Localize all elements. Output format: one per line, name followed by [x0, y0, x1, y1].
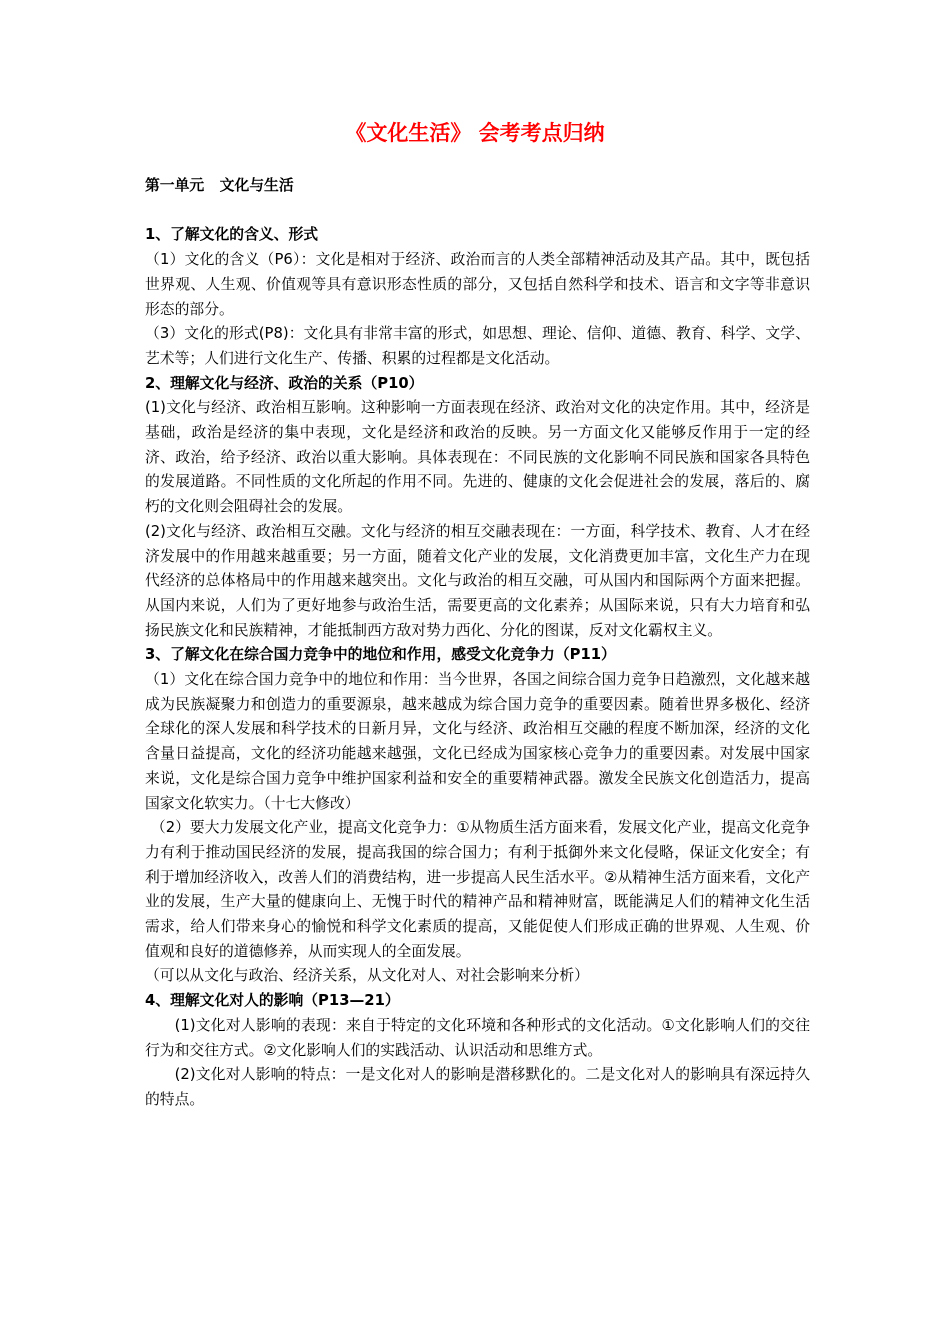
document-title: 《文化生活》 会考考点归纳 [345, 120, 605, 145]
paragraph-culture-industry: （2）要大力发展文化产业，提高文化竞争力：①从物质生活方面来看，发展文化产业，提高文化竞争力有利于推动国民经济的发展，提高我国的综合国力；有利于抵御外来文化侵略，保证文化安全；有利于增加经济收入，改善人们的消费结构，进一步提高人民生活水平。②从精神生活方面来看，文化产业的发展，生产大量的健康向上、无愧于时代的精神产品和精神财富，既能满足人们的精神文化生活需求，给人们带来身心的愉悦和科学文化素质的提高，又能促使人们形成正确的世界观、人生观、价值观和良好的道德修养，从而实现人的全面发展。 [145, 819, 810, 960]
paragraph-mutual-influence: (1)文化与经济、政治相互影响。这种影响一方面表现在经济、政治对文化的决定作用。其中，经济是基础，政治是经济的集中表现，文化是经济和政治的反映。另一方面文化又能够反作用于一定的经济、政治，给予经济、政治以重大影响。具体表现在：不同民族的文化影响不同民族和国家各具特色的发展道路。不同性质的文化所起的作用不同。先进的、健康的文化会促进社会的发展，落后的、腐朽的文化则会阻碍社会的发展。 [145, 399, 810, 516]
paragraph-culture-meaning: （1）文化的含义（P6）：文化是相对于经济、政治而言的人类全部精神活动及其产品。其中，既包括世界观、人生观、价值观等具有意识形态性质的部分，又包括自然科学和技术、语言和文字等非意识形态的部分。 [145, 251, 810, 318]
paragraph-culture-forms: （3）文化的形式(P8)：文化具有非常丰富的形式，如思想、理论、信仰、道德、教育、科学、文学、艺术等；人们进行文化生产、传播、积累的过程都是文化活动。 [145, 325, 810, 367]
paragraph-analysis-note: （可以从文化与政治、经济关系，从文化对人、对社会影响来分析） [145, 967, 589, 985]
section-heading-3: 3、了解文化在综合国力竞争中的地位和作用，感受文化竞争力（P11） [145, 646, 616, 664]
paragraph-influence-forms: (1)文化对人影响的表现：来自于特定的文化环境和各种形式的文化活动。①文化影响人们的交往行为和交往方式。②文化影响人们的实践活动、认识活动和思维方式。 [145, 1016, 810, 1059]
document-body [145, 174, 810, 1113]
unit-heading: 第一单元 文化与生活 [145, 177, 294, 194]
paragraph-culture-status: （1）文化在综合国力竞争中的地位和作用：当今世界，各国之间综合国力竞争日趋激烈，文化越来越成为民族凝聚力和创造力的重要源泉，越来越成为综合国力竞争的重要因素。随着世界多极化、经济全球化的深人发展和科学技术的日新月异，文化与经济、政治相互交融的程度不断加深，经济的文化含量日益提高，文化的经济功能越来越强，文化已经成为国家核心竞争力的重要因素。对发展中国家来说，文化是综合国力竞争中维护国家利益和安全的重要精神武器。激发全民族文化创造活力，提高国家文化软实力。（十七大修改） [145, 671, 810, 812]
paragraph-influence-features: (2)文化对人影响的特点：一是文化对人的影响是潜移默化的。二是文化对人的影响具有深远持久的特点。 [145, 1066, 810, 1108]
paragraph-mutual-integration: (2)文化与经济、政治相互交融。文化与经济的相互交融表现在：一方面，科学技术、教育、人才在经济发展中的作用越来越重要；另一方面，随着文化产业的发展，文化消费更加丰富，文化生产力在现代经济的总体格局中的作用越来越突出。文化与政治的相互交融，可从国内和国际两个方面来把握。从国内来说，人们为了更好地参与政治生活，需要更高的文化素养；从国际来说，只有大力培育和弘扬民族文化和民族精神，才能抵制西方敌对势力西化、分化的图谋，反对文化霸权主义。 [145, 522, 810, 639]
section-heading-1: 1、了解文化的含义、形式 [145, 226, 319, 244]
section-heading-4: 4、理解文化对人的影响（P13—21） [145, 992, 400, 1010]
section-heading-2: 2、理解文化与经济、政治的关系（P10） [145, 374, 424, 392]
